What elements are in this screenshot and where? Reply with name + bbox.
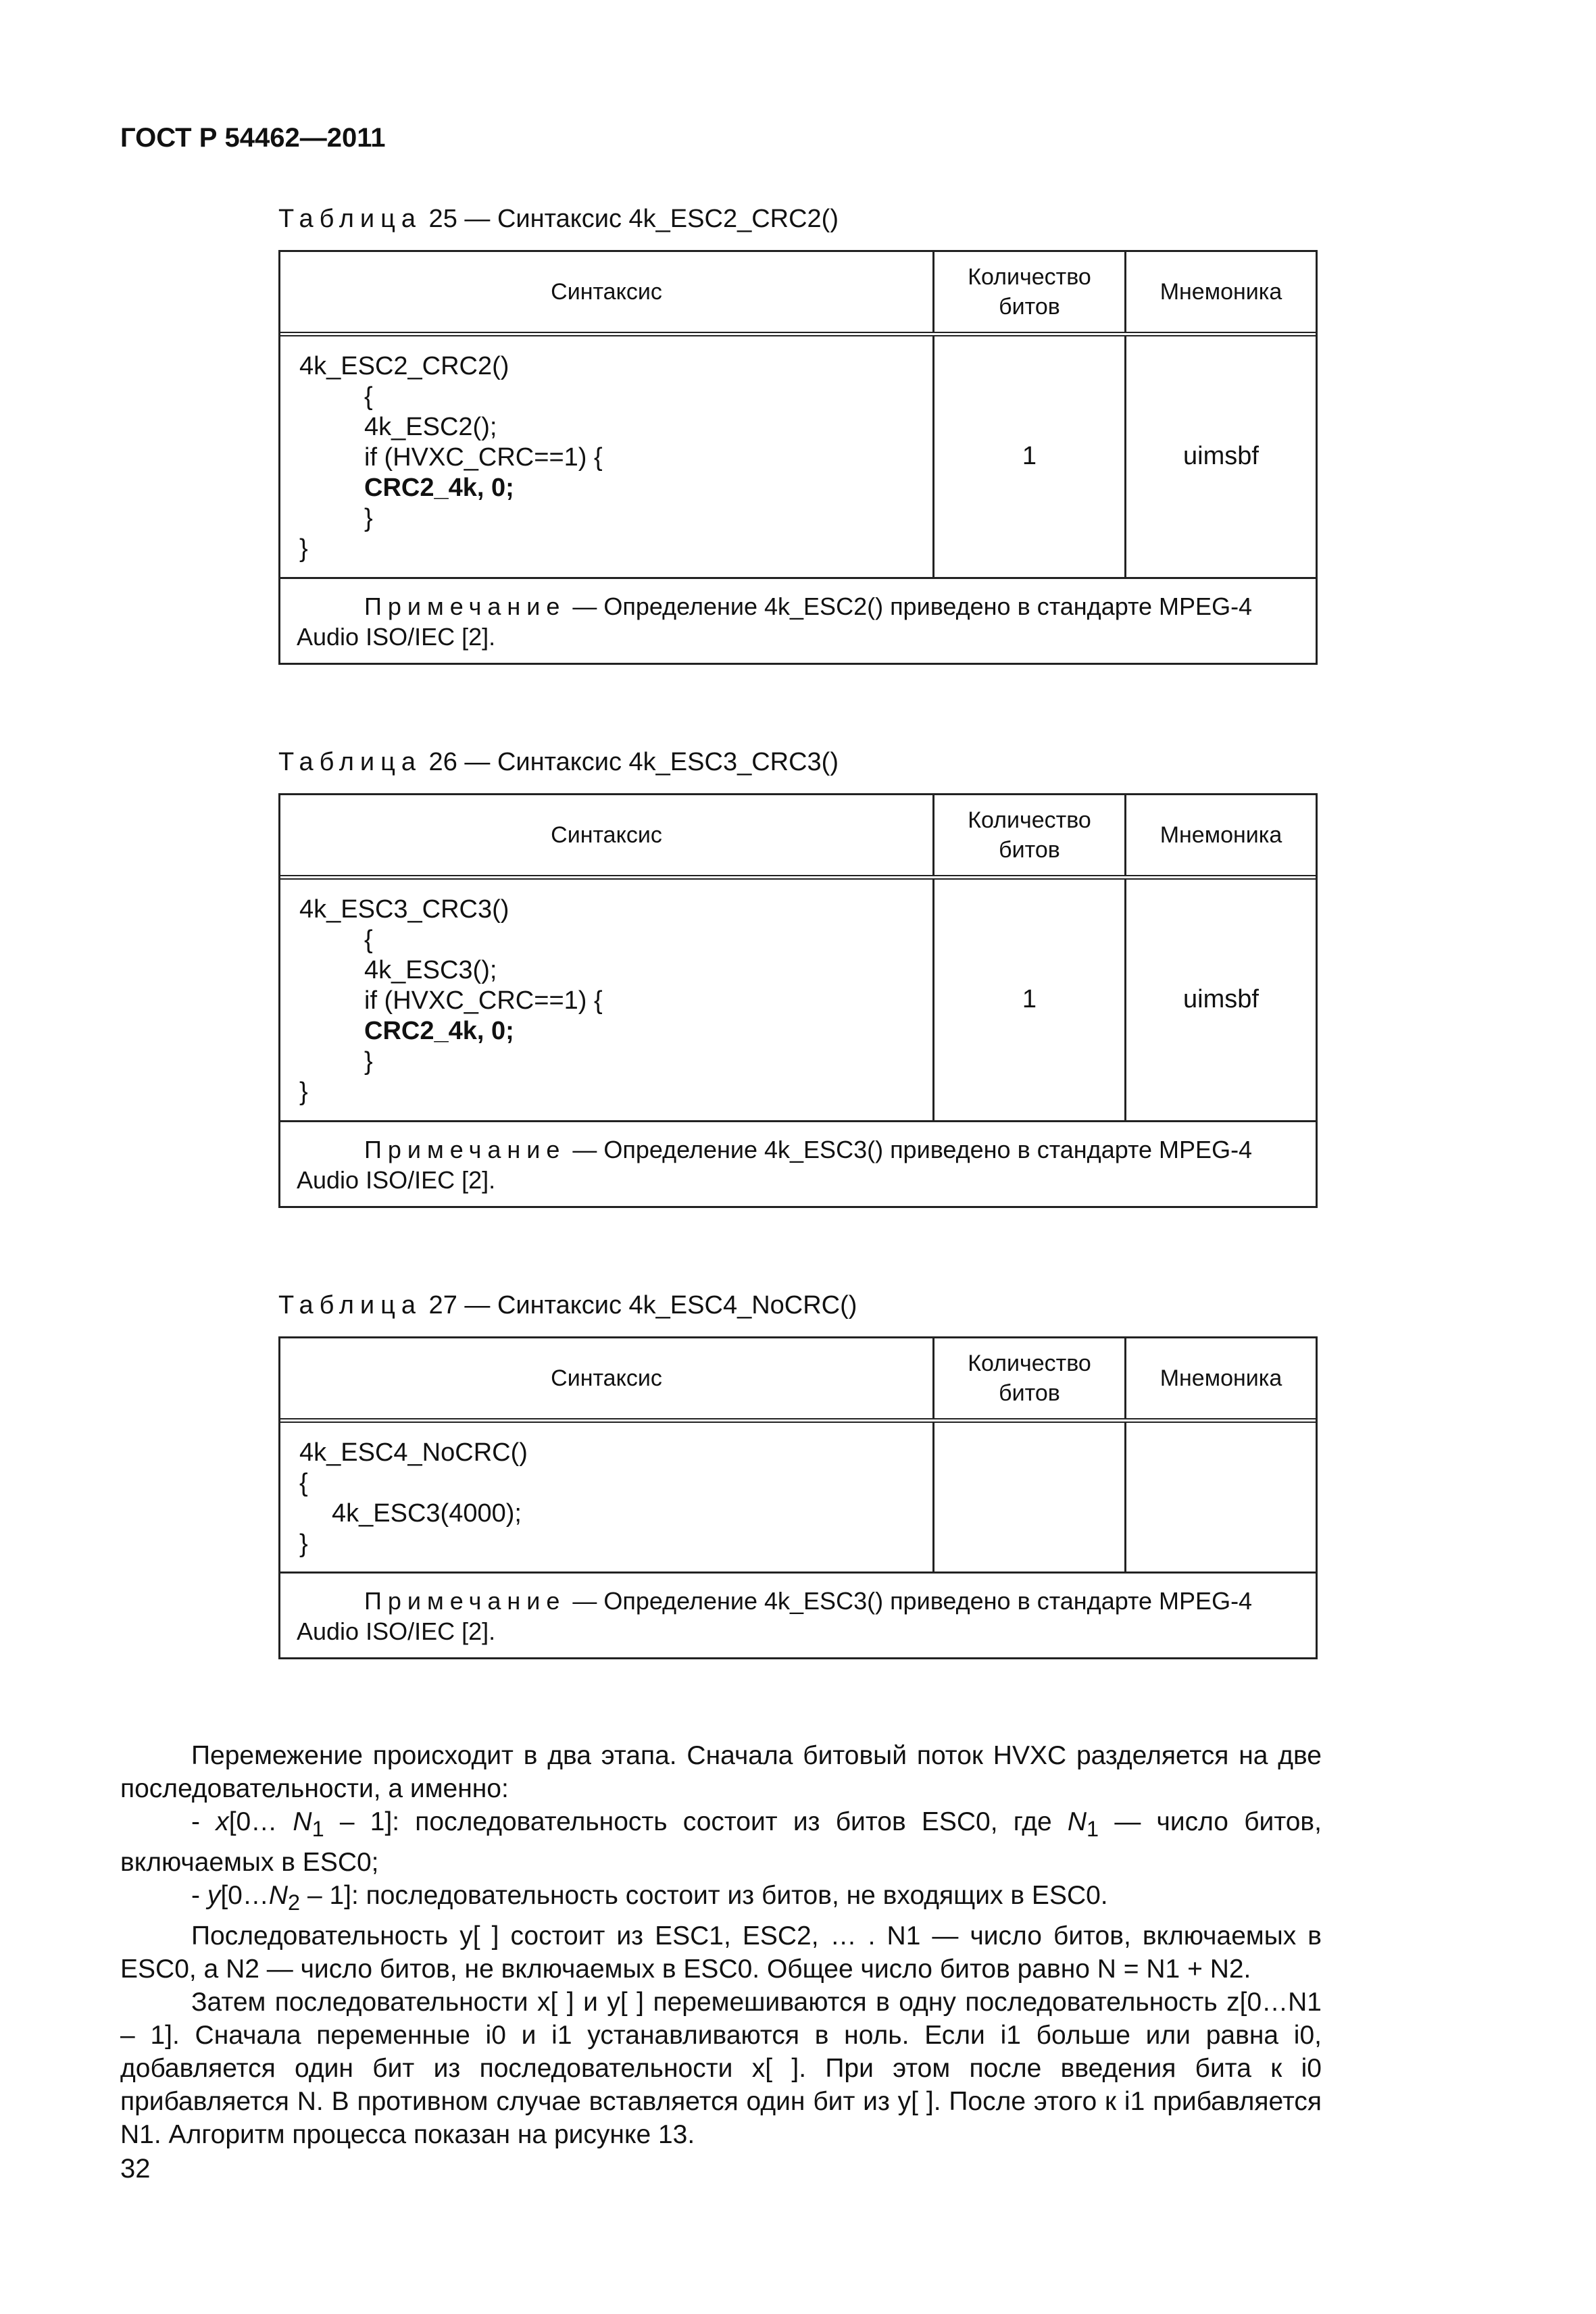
mnemonic-value: uimsbf [1183, 442, 1259, 471]
page-number: 32 [120, 2154, 151, 2184]
note-text: — Определение 4k_ESC3() приведено в стандарте MPEG-4 [566, 1136, 1253, 1163]
code-line: } [364, 504, 373, 532]
column-header-mnemonic: Мнемоника [1159, 278, 1282, 305]
mnemonic-value [1126, 1423, 1316, 1571]
note-text-line2: Audio ISO/IEC [2]. [297, 1166, 496, 1194]
code-line: 4k_ESC4_NoCRC() [299, 1438, 528, 1467]
table-26 [278, 793, 1318, 1208]
column-header-mnemonic: Мнемоника [1159, 1365, 1282, 1391]
code-line: } [299, 1530, 308, 1558]
body-text [120, 1739, 1322, 2151]
code-line: 4k_ESC3(); [364, 956, 497, 984]
column-header-syntax: Синтаксис [280, 252, 934, 332]
column-header-bits: Количество битов [934, 252, 1126, 332]
column-header-bits: Количество битов [934, 795, 1126, 875]
table-row [280, 1423, 1316, 1574]
table-25-caption: Таблица 25 — Синтаксис 4k_ESC2_CRC2() [278, 205, 839, 233]
table-row [280, 880, 1316, 1122]
syntax-code [280, 336, 934, 577]
code-line: } [364, 1047, 373, 1076]
note-text: — Определение 4k_ESC3() приведено в стандарте MPEG-4 [566, 1587, 1253, 1615]
bits-value [934, 1423, 1126, 1571]
code-line: } [299, 1078, 308, 1106]
code-line: if (HVXC_CRC==1) { [364, 986, 603, 1015]
code-line: 4k_ESC2_CRC2() [299, 352, 509, 380]
column-header-mnemonic: Мнемоника [1159, 822, 1282, 848]
bits-value: 1 [934, 880, 1126, 1120]
table-26-caption: Таблица 26 — Синтаксис 4k_ESC3_CRC3() [278, 748, 839, 776]
code-line: 4k_ESC3(4000); [332, 1499, 522, 1528]
column-header-bits: Количество битов [934, 1338, 1126, 1418]
table-27-caption: Таблица 27 — Синтаксис 4k_ESC4_NoCRC() [278, 1291, 857, 1319]
note-label: Примечание [364, 593, 566, 620]
paragraph-5: Затем последовательности x[ ] и y[ ] перемешиваются в одну последовательность z[0…N1 – 1]. Сначала переменные i0 и i1 устанавливаются в ноль. Если i1 больше или равна i0, добавляется один бит из последовательности x[ ]. При этом после введения бита к i0 прибавляется N. В противном случае вставляется один бит из y[ ]. После этого к i1 прибавляется N1. Алгоритм процесса показан на рисунке 13. [120, 1987, 1322, 2149]
code-line: { [364, 926, 373, 954]
table-header-row [280, 1338, 1316, 1423]
code-line: 4k_ESC2(); [364, 413, 497, 441]
note-text-line2: Audio ISO/IEC [2]. [297, 1617, 496, 1645]
code-line: } [299, 534, 308, 563]
document-header: ГОСТ Р 54462—2011 [120, 123, 386, 153]
code-line: 4k_ESC3_CRC3() [299, 895, 509, 924]
table-row [280, 336, 1316, 579]
column-header-syntax: Синтаксис [280, 1338, 934, 1418]
note-text: — Определение 4k_ESC2() приведено в стандарте MPEG-4 [566, 593, 1253, 620]
code-line: { [364, 382, 373, 411]
paragraph-1: Перемежение происходит в два этапа. Сначала битовый поток HVXC разделяется на две последовательности, а именно: [120, 1741, 1322, 1803]
syntax-code [280, 880, 934, 1120]
note-label: Примечание [364, 1587, 566, 1615]
column-header-syntax: Синтаксис [280, 795, 934, 875]
table-27 [278, 1336, 1318, 1659]
bits-value: 1 [934, 336, 1126, 577]
paragraph-2: - x[0… $N_1 - 1$]: последовательность состоит из битов ESC0, где $N_1$ — число битов, включаемых в ESC0; [120, 1807, 1322, 1877]
table-note [280, 1122, 1316, 1206]
code-line: if (HVXC_CRC==1) { [364, 443, 603, 472]
note-label: Примечание [364, 1136, 566, 1163]
table-25 [278, 250, 1318, 665]
paragraph-3: - $y[0\dots N_2 - 1]$: последовательность состоит из битов, не входящих в ESC0. [191, 1880, 1108, 1915]
table-note [280, 579, 1316, 663]
mnemonic-value: uimsbf [1183, 985, 1259, 1014]
code-line: CRC2_4k, 0; [364, 1017, 514, 1045]
code-line: CRC2_4k, 0; [364, 474, 514, 502]
table-note [280, 1574, 1316, 1657]
paragraph-4: Последовательность y[ ] состоит из ESC1, ESC2, … . N1 — число битов, включаемых в ESC0, а N2 — число битов, не включаемых в ESC0. Общее число битов равно N = N1 + N2. [120, 1921, 1322, 1984]
table-header-row [280, 252, 1316, 336]
table-header-row [280, 795, 1316, 880]
syntax-code [280, 1423, 934, 1571]
code-line: { [299, 1469, 308, 1497]
note-text-line2: Audio ISO/IEC [2]. [297, 623, 496, 651]
